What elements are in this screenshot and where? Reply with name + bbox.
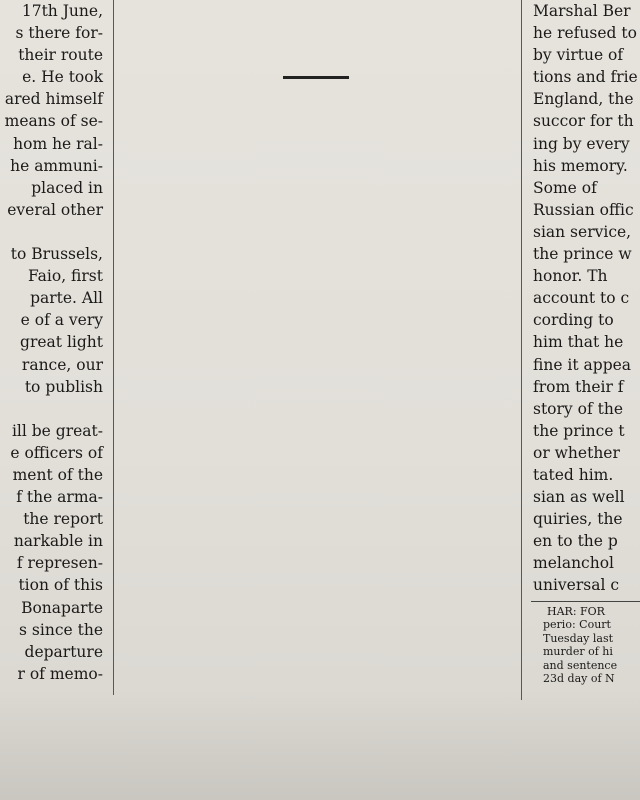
left-column-line: f represen- <box>16 554 103 573</box>
right-column-line: Some of <box>533 178 597 197</box>
left-column-line: he ammuni- <box>10 156 103 175</box>
left-column-line: everal other <box>7 200 103 219</box>
left-column-line <box>0 398 106 420</box>
right-column-line: en to the p <box>533 532 618 551</box>
right-column-small-line: Tuesday last <box>543 631 614 645</box>
right-column-line: ing by every <box>533 134 630 153</box>
left-column-line: their route <box>18 46 103 65</box>
right-column-line: sian service, <box>533 222 632 241</box>
left-column-line: to publish <box>24 377 103 396</box>
right-column-small-line: 23d day of N <box>543 672 615 686</box>
right-column-line: honor. Th <box>533 267 608 286</box>
left-column-line: s since the <box>19 620 103 639</box>
right-column-line: fine it appea <box>533 355 632 374</box>
left-column-line: hom he ral- <box>13 134 103 153</box>
right-column-line: the prince w <box>533 245 632 264</box>
right-column-line: universal c <box>533 576 620 595</box>
left-column-line: tion of this <box>18 576 103 595</box>
column-divider <box>531 601 640 602</box>
left-column-line: great light <box>20 333 103 352</box>
left-column-line: e. He took <box>22 68 103 87</box>
left-column <box>0 0 106 685</box>
right-column-line: his memory. <box>533 156 628 175</box>
left-column-line: 17th June, <box>21 2 103 20</box>
right-column-line: by virtue of <box>533 46 624 65</box>
right-column-line: succor for th <box>533 112 634 131</box>
left-column-line: Faio, first <box>27 267 103 286</box>
right-column <box>529 0 640 686</box>
left-column-line: ill be great- <box>11 421 103 440</box>
left-column-line: s there for- <box>15 24 103 43</box>
column-rule-left <box>113 0 114 695</box>
left-column-line: e officers of <box>10 443 103 462</box>
left-column-line: ment of the <box>12 465 103 484</box>
right-column-line: story of the <box>533 399 623 418</box>
right-column-line: the prince t <box>533 421 625 440</box>
left-column-line: placed in <box>31 178 103 197</box>
right-column-line: he refused to <box>533 24 637 43</box>
left-column-line <box>0 221 106 243</box>
right-column-line: melanchol <box>533 554 615 573</box>
right-column-line: sian as well <box>533 488 625 507</box>
left-column-line: parte. All <box>30 289 103 308</box>
page-shadow <box>0 690 640 800</box>
left-column-line: e of a very <box>20 311 103 330</box>
right-column-line: tions and frie <box>533 68 638 87</box>
left-column-line: means of se- <box>4 112 103 131</box>
left-column-line: f the arma- <box>16 488 103 507</box>
right-column-small-line: and sentence <box>543 658 618 672</box>
right-column-line: or whether <box>533 443 620 462</box>
right-column-line: Marshal Ber <box>533 2 631 20</box>
left-column-line: r of memo- <box>17 664 103 683</box>
left-column-line: Bonaparte <box>21 598 103 617</box>
right-column-small-line: perio: Court <box>543 618 611 632</box>
right-column-line: tated him. <box>533 465 614 484</box>
left-column-line: rance, our <box>21 355 103 374</box>
right-column-line: Russian offic <box>533 200 634 219</box>
left-column-line: to Brussels, <box>10 245 103 264</box>
right-column-line: England, the <box>533 90 634 109</box>
right-column-line: cording to <box>533 311 614 330</box>
right-column-small-line: HAR: FOR <box>547 604 605 618</box>
left-column-line: narkable in <box>13 532 103 551</box>
left-column-line: departure <box>24 642 103 661</box>
left-column-line: ared himself <box>4 90 103 109</box>
right-column-line: from their f <box>533 377 624 396</box>
right-column-line: account to c <box>533 289 630 308</box>
right-column-line: him that he <box>533 333 624 352</box>
right-column-line: quiries, the <box>533 510 623 529</box>
right-column-small-line: murder of hi <box>543 645 613 659</box>
column-rule-right <box>521 0 522 700</box>
section-separator <box>283 76 349 79</box>
left-column-line: the report <box>23 510 103 529</box>
